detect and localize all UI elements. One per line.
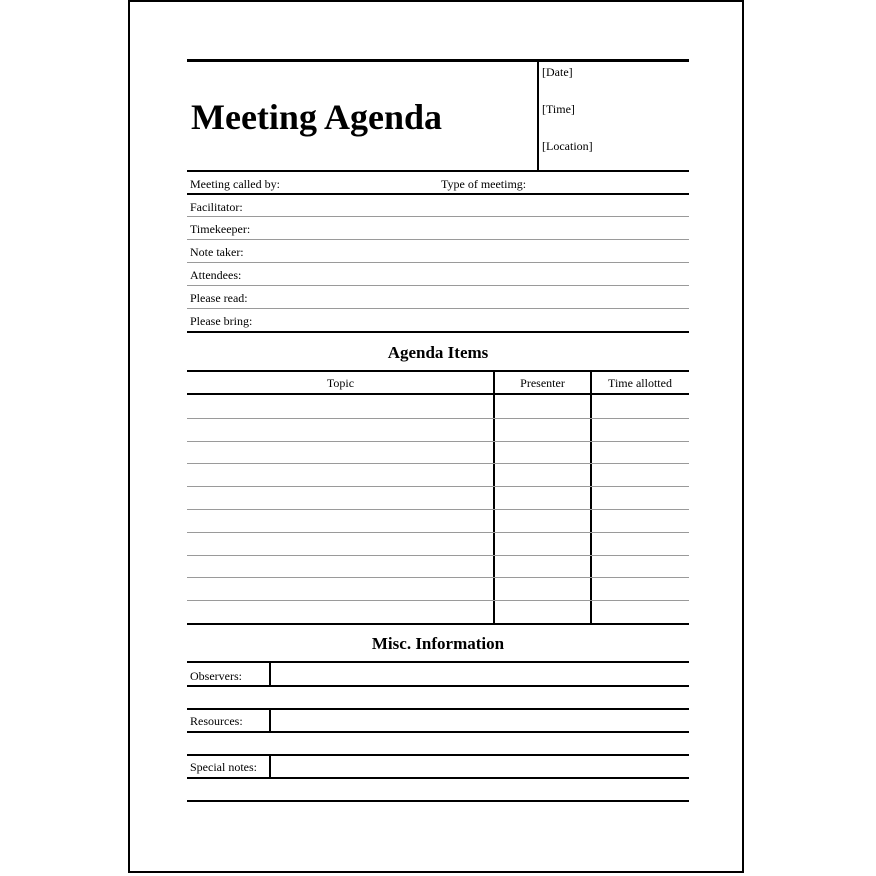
agenda-items-heading: Agenda Items [387, 343, 489, 362]
facilitator-label: Facilitator: [190, 200, 243, 214]
agenda-time-cell[interactable] [592, 464, 689, 485]
info-row-line [187, 216, 689, 217]
misc-information-heading: Misc. Information [371, 634, 505, 653]
timekeeper-label: Timekeeper: [190, 222, 251, 236]
resources-field[interactable] [271, 710, 689, 731]
misc-bottom-rule [187, 800, 689, 802]
special-notes-label: Special notes: [190, 760, 257, 774]
agenda-top-rule [187, 370, 689, 372]
agenda-time-cell[interactable] [592, 556, 689, 577]
location-field[interactable]: [Location] [542, 139, 593, 153]
info-row-line [187, 262, 689, 263]
header-bottom-rule [187, 170, 689, 172]
agenda-topic-cell[interactable] [187, 578, 493, 599]
agenda-header-rule [187, 393, 689, 395]
agenda-topic-cell[interactable] [187, 487, 493, 508]
note-taker-label: Note taker: [190, 245, 244, 259]
agenda-time-cell[interactable] [592, 442, 689, 463]
time-allotted-column-header: Time allotted [608, 376, 672, 390]
agenda-time-cell[interactable] [592, 533, 689, 554]
topic-column-header: Topic [326, 376, 355, 390]
agenda-presenter-cell[interactable] [495, 533, 590, 554]
agenda-topic-cell[interactable] [187, 419, 493, 440]
agenda-topic-cell[interactable] [187, 442, 493, 463]
agenda-topic-cell[interactable] [187, 396, 493, 417]
agenda-presenter-cell[interactable] [495, 556, 590, 577]
agenda-presenter-cell[interactable] [495, 578, 590, 599]
page-title: Meeting Agenda [191, 97, 442, 137]
agenda-presenter-cell[interactable] [495, 601, 590, 622]
agenda-topic-cell[interactable] [187, 556, 493, 577]
agenda-topic-cell[interactable] [187, 464, 493, 485]
agenda-topic-cell[interactable] [187, 533, 493, 554]
misc-rule [187, 685, 689, 687]
observers-field[interactable] [271, 663, 689, 685]
agenda-time-cell[interactable] [592, 419, 689, 440]
agenda-bottom-rule [187, 623, 689, 625]
presenter-column-header: Presenter [520, 376, 565, 390]
agenda-time-cell[interactable] [592, 510, 689, 531]
time-field[interactable]: [Time] [542, 102, 575, 116]
agenda-presenter-cell[interactable] [495, 510, 590, 531]
please-bring-label: Please bring: [190, 314, 253, 328]
observers-label: Observers: [190, 669, 242, 683]
info-divider-rule [187, 193, 689, 195]
agenda-presenter-cell[interactable] [495, 487, 590, 508]
agenda-presenter-cell[interactable] [495, 396, 590, 417]
date-field[interactable]: [Date] [542, 65, 573, 79]
agenda-time-cell[interactable] [592, 487, 689, 508]
agenda-topic-cell[interactable] [187, 510, 493, 531]
meeting-called-by-label: Meeting called by: [190, 177, 280, 191]
agenda-time-cell[interactable] [592, 396, 689, 417]
resources-label: Resources: [190, 714, 243, 728]
misc-rule [187, 777, 689, 779]
please-read-label: Please read: [190, 291, 248, 305]
info-row-line [187, 308, 689, 309]
header-divider [537, 60, 539, 171]
type-of-meeting-label: Type of meetimg: [441, 177, 527, 191]
info-row-line [187, 239, 689, 240]
info-bottom-rule [187, 331, 689, 333]
misc-rule [187, 731, 689, 733]
agenda-presenter-cell[interactable] [495, 419, 590, 440]
info-row-line [187, 285, 689, 286]
header-top-rule [187, 59, 689, 62]
agenda-presenter-cell[interactable] [495, 464, 590, 485]
agenda-time-cell[interactable] [592, 578, 689, 599]
agenda-time-cell[interactable] [592, 601, 689, 622]
agenda-topic-cell[interactable] [187, 601, 493, 622]
special-notes-field[interactable] [271, 756, 689, 777]
agenda-presenter-cell[interactable] [495, 442, 590, 463]
attendees-label: Attendees: [190, 268, 242, 282]
